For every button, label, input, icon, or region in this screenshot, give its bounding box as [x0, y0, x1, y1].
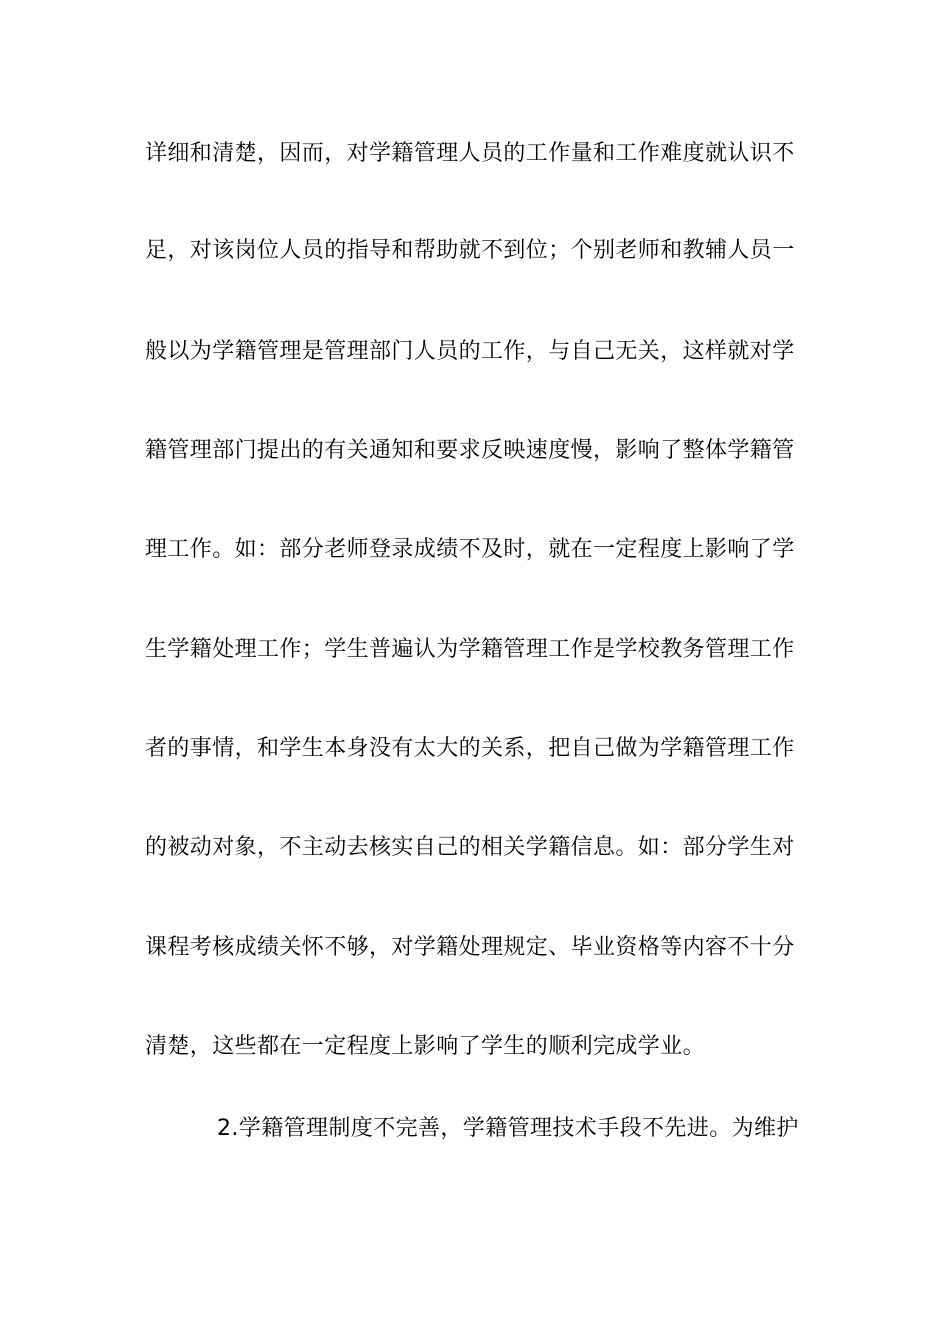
paragraph-line-8: 的被动对象，不主动去核实自己的相关学籍信息。如：部分学生对: [145, 835, 795, 860]
paragraph-line-5: 理工作。如：部分老师登录成绩不及时，就在一定程度上影响了学: [145, 537, 795, 562]
paragraph-line-1: 详细和清楚，因而，对学籍管理人员的工作量和工作难度就认识不: [145, 141, 795, 166]
paragraph-line-10: 清楚，这些都在一定程度上影响了学生的顺利完成学业。: [145, 1034, 706, 1059]
paragraph-line-2: 足，对该岗位人员的指导和帮助就不到位；个别老师和教辅人员一: [145, 238, 795, 263]
section-heading-line: 2.学籍管理制度不完善，学籍管理技术手段不先进。为维护: [217, 1116, 799, 1141]
paragraph-line-4: 籍管理部门提出的有关通知和要求反映速度慢，影响了整体学籍管: [145, 438, 795, 463]
paragraph-line-9: 课程考核成绩关怀不够，对学籍处理规定、毕业资格等内容不十分: [145, 935, 795, 960]
paragraph-line-6: 生学籍处理工作；学生普遍认为学籍管理工作是学校教务管理工作: [145, 637, 795, 662]
paragraph-line-7: 者的事情，和学生本身没有太大的关系，把自己做为学籍管理工作: [145, 736, 795, 761]
paragraph-line-3: 般以为学籍管理是管理部门人员的工作，与自己无关，这样就对学: [145, 339, 795, 364]
